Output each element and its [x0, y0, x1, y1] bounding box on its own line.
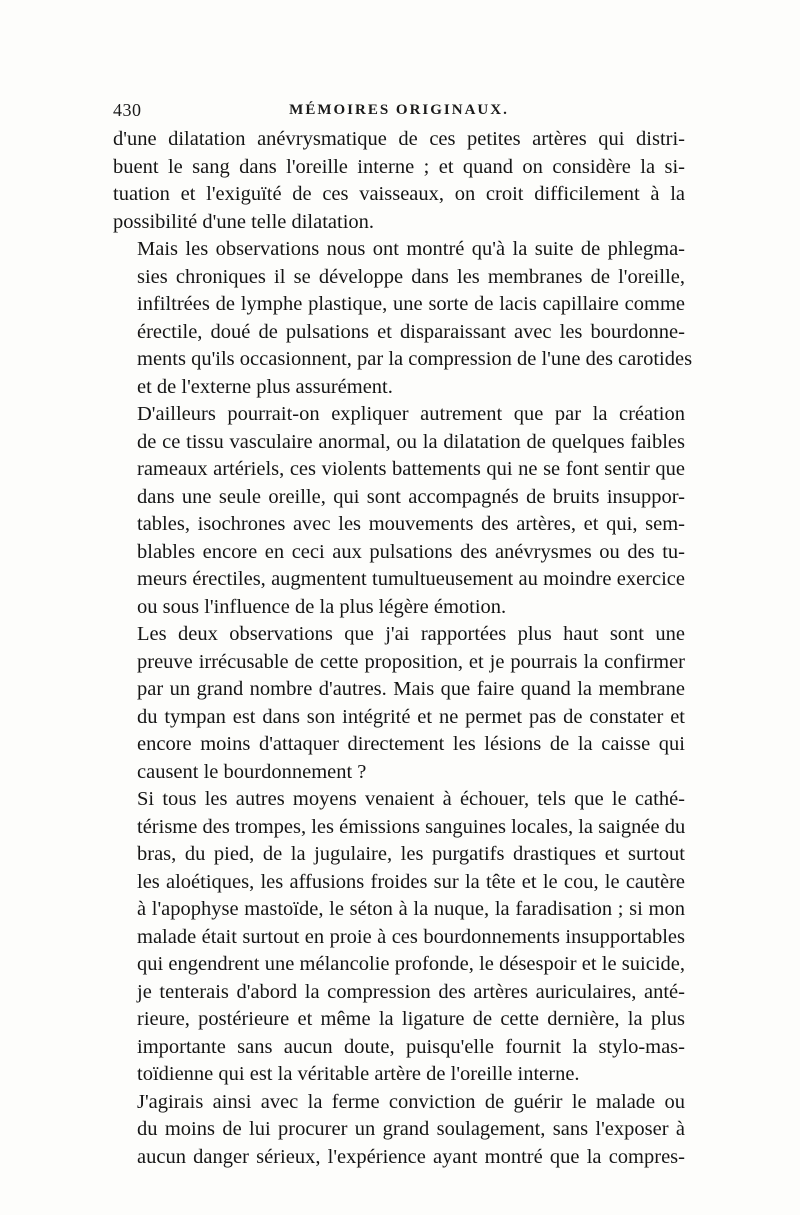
paragraph: [113, 786, 685, 1089]
text-line: térisme des trompes, les émissions sanguines locales, la saignée du: [137, 815, 686, 838]
text-line: tables, isochrones avec les mouvements des artères, et qui, sem-: [137, 513, 685, 535]
paragraph: [113, 1089, 685, 1172]
text-line: sies chroniques il se développe dans les membranes de l'oreille,: [137, 265, 685, 288]
text-line: qui engendrent une mélancolie profonde, le désespoir et le suicide,: [137, 953, 685, 975]
text-line: du moins de lui procurer un grand soulagement, sans l'exposer à: [137, 1118, 685, 1140]
text-line: Si tous les autres moyens venaient à échouer, tels que le cathé-: [137, 788, 685, 810]
text-line: les aloétiques, les affusions froides sur la tête et le cou, le cautère: [137, 870, 685, 893]
text-line: par un grand nombre d'autres. Mais que faire quand la membrane: [137, 678, 685, 700]
text-line: à l'apophyse mastoïde, le séton à la nuque, la faradisation ; si mon: [137, 898, 685, 920]
text-line: causent le bourdonnement ?: [137, 760, 367, 783]
text-line: preuve irrécusable de cette proposition, et je pourrais la confirmer: [137, 650, 685, 673]
text-line: J'agirais ainsi avec la ferme conviction de guérir le malade ou: [137, 1090, 685, 1113]
text-line: du tympan est dans son intégrité et ne permet pas de constater et: [137, 705, 685, 728]
text-line: ments qu'ils occasionnent, par la compression de l'une des carotides: [137, 348, 693, 370]
text-line: possibilité d'une telle dilatation.: [113, 210, 375, 233]
text-line: de ce tissu vasculaire anormal, ou la dilatation de quelques faibles: [137, 430, 685, 453]
text-line: rieure, postérieure et même la ligature de cette dernière, la plus: [137, 1008, 685, 1030]
text-line: Les deux observations que j'ai rapportées plus haut sont une: [137, 623, 685, 645]
text-line: blables encore en ceci aux pulsations des anévrysmes ou des tu-: [137, 540, 685, 563]
text-line: bras, du pied, de la jugulaire, les purgatifs drastiques et surtout: [137, 843, 685, 865]
paragraph: [113, 401, 685, 621]
text-line: infiltrées de lymphe plastique, une sorte de lacis capillaire comme: [137, 293, 685, 315]
page-header: [113, 100, 685, 124]
text-line: érectile, doué de pulsations et disparaissant avec les bourdonne-: [137, 320, 685, 343]
paragraph: [113, 126, 685, 236]
text-line: et de l'externe plus assurément.: [137, 375, 393, 398]
text-line: je tenterais d'abord la compression des artères auriculaires, anté-: [137, 980, 685, 1003]
body-text: [113, 126, 693, 1171]
text-line: buent le sang dans l'oreille interne ; et quand on considère la si-: [113, 155, 685, 178]
text-line: tuation et l'exiguïté de ces vaisseaux, on croit difficilement à la: [113, 183, 685, 205]
text-line: rameaux artériels, ces violents battements qui ne se font sentir que: [137, 458, 685, 480]
text-line: ou sous l'influence de la plus légère émotion.: [137, 595, 507, 618]
text-line: aucun danger sérieux, l'expérience ayant montré que la compres-: [137, 1145, 685, 1168]
running-head: MÉMOIRES ORIGINAUX.: [289, 102, 509, 118]
paragraph: [113, 236, 693, 401]
text-line: Mais les observations nous ont montré qu'à la suite de phlegma-: [137, 238, 685, 260]
text-line: malade était surtout en proie à ces bourdonnements insupportables: [137, 925, 685, 948]
text-line: dans une seule oreille, qui sont accompagnés de bruits insuppor-: [137, 485, 685, 508]
paragraph: [113, 621, 685, 786]
text-line: importante sans aucun doute, puisqu'elle fournit la stylo-mas-: [137, 1035, 685, 1058]
text-line: encore moins d'attaquer directement les lésions de la caisse qui: [137, 733, 685, 755]
text-line: toïdienne qui est la véritable artère de l'oreille interne.: [137, 1063, 580, 1085]
text-line: d'une dilatation anévrysmatique de ces petites artères qui distri-: [113, 128, 685, 150]
page-number: 430: [113, 100, 142, 120]
text-line: meurs érectiles, augmentent tumultueusement au moindre exercice: [137, 568, 685, 590]
text-line: D'ailleurs pourrait-on expliquer autrement que par la création: [137, 403, 685, 425]
